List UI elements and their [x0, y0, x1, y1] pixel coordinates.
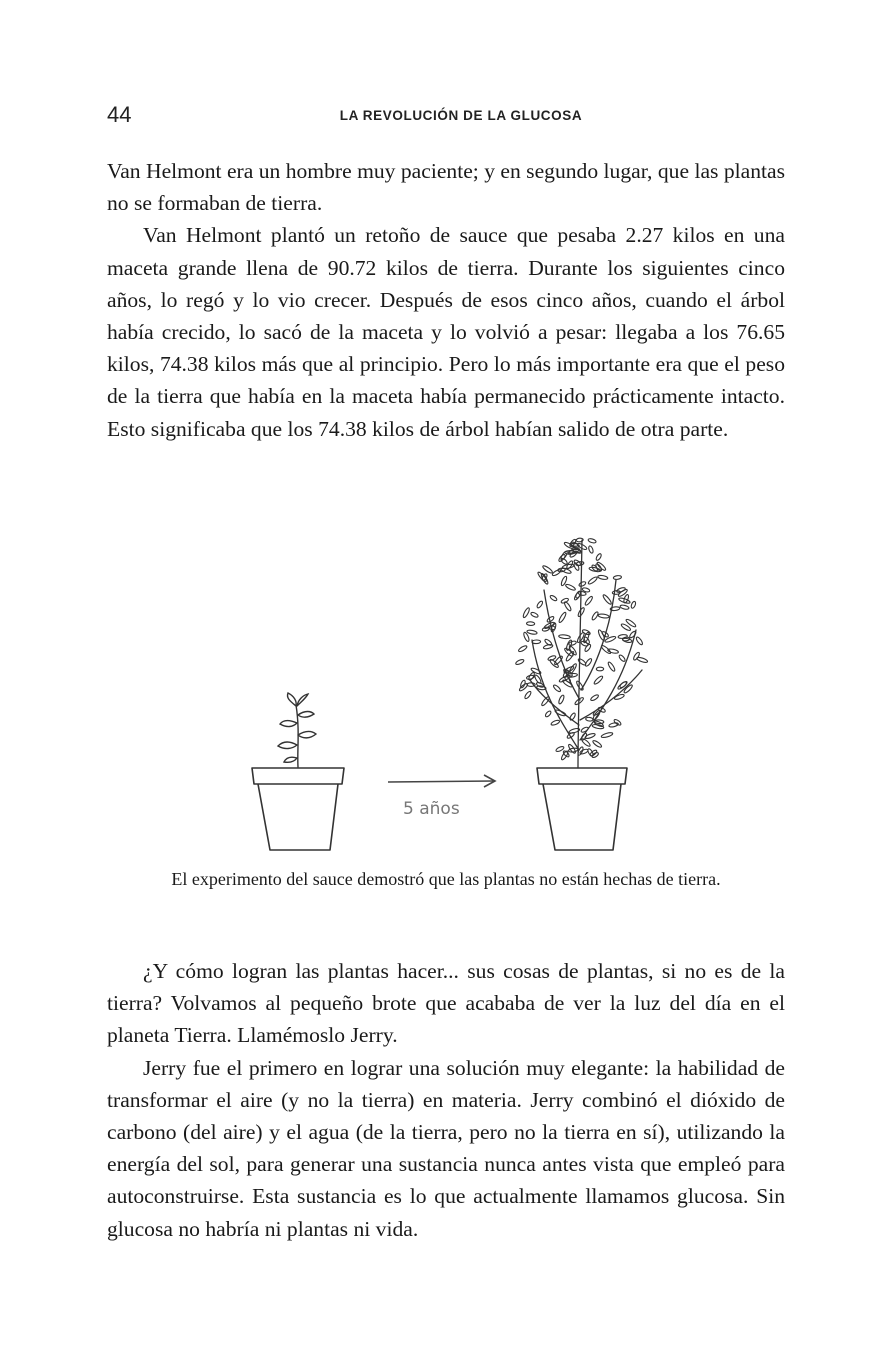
tree-leaf — [602, 594, 612, 605]
tree-leaf — [616, 587, 626, 593]
tree-leaf — [524, 691, 532, 700]
tree-leaf — [630, 601, 636, 609]
tree-leaf — [530, 611, 539, 618]
tree-leaf — [532, 640, 541, 644]
arrow-right-icon — [388, 775, 495, 787]
tree-leaf — [558, 694, 565, 704]
tree-leaf — [618, 654, 626, 662]
tree-leaf — [544, 710, 551, 718]
running-title: LA REVOLUCIÓN DE LA GLUCOSA — [339, 108, 583, 123]
tree-leaf — [598, 575, 608, 580]
tree-leaf — [587, 576, 598, 585]
tree-leaf — [601, 732, 613, 739]
tree-leaf — [547, 655, 556, 661]
tree-leaf — [544, 638, 553, 646]
tree-leaf — [527, 629, 538, 634]
tree-leaf — [588, 538, 597, 544]
tree-leaf — [613, 575, 622, 580]
tree-leaf — [530, 667, 541, 675]
tree-leaf — [577, 658, 586, 666]
body-text-bottom — [107, 955, 785, 1245]
tree-leaf — [633, 652, 641, 661]
tree-leaf — [579, 748, 588, 755]
tree-leaf — [598, 613, 609, 618]
tree-leaf — [553, 684, 562, 693]
tree-leaf — [600, 644, 611, 654]
body-text-top — [107, 155, 785, 445]
tree-leaf — [578, 581, 586, 587]
tree-leaf — [609, 722, 619, 728]
tree-leaf — [581, 738, 591, 748]
tree-leaf — [515, 659, 524, 666]
tree-leaf — [558, 612, 567, 624]
tree-leaf — [559, 634, 571, 639]
tree-leaf — [518, 645, 528, 653]
tree-leaf — [563, 601, 572, 612]
tree-leaf — [595, 553, 602, 561]
tree-leaf — [526, 622, 534, 626]
tree-leaf — [614, 693, 625, 700]
tree-leaf — [584, 596, 593, 607]
tree-leaf — [569, 712, 576, 721]
tree-leaf — [522, 607, 530, 618]
tree-leaf — [597, 629, 605, 641]
page-header — [107, 100, 785, 132]
paragraph-van-helmont-experiment: Van Helmont plantó un retoño de sauce que pesaba 2.27 kilos en una maceta grande llena de 90.72 kilos de tierra. Durante los siguientes cinco años, lo regó y lo vio crecer. Después de esos cinco años, cuando el árbol había crecido, lo sacó de la maceta y lo volvió a pesar: llegaba a los 76.65 kilos, 74.38 kilos más que al principio. Pero lo más importante era que el peso de la tierra que había en la maceta había permanecido prácticamente intacto. Esto significaba que los 74.38 kilos de árbol habían salido de otra parte. — [107, 223, 785, 441]
tree-leaf — [549, 594, 557, 601]
small-pot-icon — [252, 768, 344, 850]
large-pot-icon — [537, 768, 627, 850]
tree-leaf — [625, 618, 637, 628]
tree-leaf — [620, 604, 630, 610]
tree-leaf — [542, 565, 553, 574]
tree-leaf — [560, 557, 568, 565]
paragraph-glucose: Jerry fue el primero en lograr una solución muy elegante: la habilidad de transformar el aire (y no la tierra) en materia. Jerry combinó el dióxido de carbono (del aire) y el agua (de la tierra, pero no la tierra en sí), utilizando la energía del sol, para generar una sustancia nunca antes vista que empleó para autoconstruirse. Esta sustancia es lo que actualmente llamamos glucosa. Sin glucosa no habría ni plantas ni vida. — [107, 1055, 785, 1241]
willow-experiment-illustration — [240, 520, 670, 860]
seedling-icon — [278, 693, 316, 767]
tree-leaf — [593, 675, 604, 685]
tree-leaf — [635, 636, 643, 645]
tree-leaf — [580, 726, 589, 733]
figure-caption: El experimento del sauce demostró que las plantas no están hechas de tierra. — [171, 869, 721, 889]
tree-leaf — [550, 719, 560, 726]
tree-leaf — [565, 583, 576, 591]
tree-leaf — [580, 641, 588, 647]
tree-leaf — [592, 740, 602, 749]
paragraph-jerry-intro: ¿Y cómo logran las plantas hacer... sus cosas de plantas, si no es de la tierra? Volvamos al pequeño brote que acababa de ver la luz del día en el planeta Tierra. Llamémoslo Jerry. — [107, 959, 785, 1048]
tree-leaf — [552, 569, 562, 577]
tree-leaf — [536, 600, 543, 608]
arrow-label: 5 años — [403, 799, 460, 819]
paragraph-continuation: Van Helmont era un hombre muy paciente; y en segundo lugar, que las plantas no se formaban de tierra. — [107, 159, 785, 216]
tree-leaf — [590, 694, 599, 702]
tree-leaf — [629, 630, 637, 638]
tree-leaf — [607, 661, 616, 672]
page-number: 44 — [107, 102, 132, 127]
tree-leaf — [576, 680, 585, 691]
tree-leaf — [596, 667, 603, 671]
tree-leaf — [586, 717, 594, 721]
tree-leaf — [588, 545, 594, 553]
